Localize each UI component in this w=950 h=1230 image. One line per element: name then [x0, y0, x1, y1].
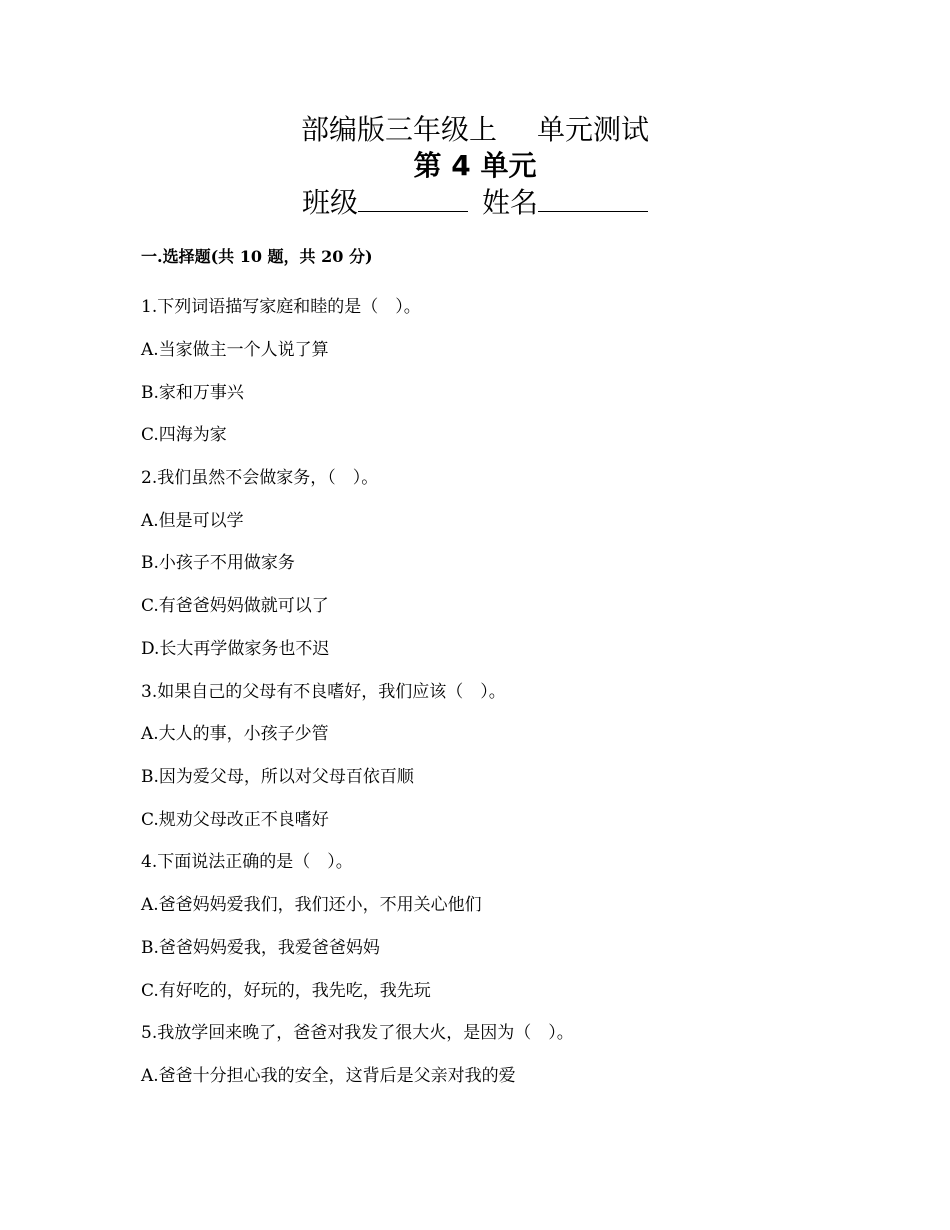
section-heading: 一.选择题(共 10 题，共 20 分)	[141, 247, 373, 266]
option-2d: D.长大再学做家务也不迟	[141, 639, 330, 659]
title-grade: 部编版三年级上	[300, 113, 497, 146]
option-2a: A.但是可以学	[141, 511, 244, 531]
question-4: 4.下面说法正确的是（ ）。	[141, 852, 353, 872]
class-blank	[358, 185, 468, 212]
name-label: 姓名	[482, 186, 539, 219]
option-1b: B.家和万事兴	[141, 383, 244, 403]
student-info	[0, 185, 950, 220]
exam-title	[0, 113, 950, 147]
option-3b: B.因为爱父母，所以对父母百依百顺	[141, 767, 414, 787]
option-4a: A.爸爸妈妈爱我们，我们还小，不用关心他们	[141, 895, 482, 915]
option-2b: B.小孩子不用做家务	[141, 553, 295, 573]
option-1a: A.当家做主一个人说了算	[141, 340, 329, 360]
option-5a: A.爸爸十分担心我的安全，这背后是父亲对我的爱	[141, 1066, 516, 1086]
title-test-type: 单元测试	[537, 113, 650, 146]
question-5: 5.我放学回来晚了，爸爸对我发了很大火，是因为（ ）。	[141, 1023, 574, 1043]
question-1: 1.下列词语描写家庭和睦的是（ ）。	[141, 297, 421, 317]
option-3a: A.大人的事，小孩子少管	[141, 724, 329, 744]
class-label: 班级	[301, 186, 358, 219]
question-2: 2.我们虽然不会做家务，（ ）。	[141, 468, 379, 488]
unit-title: 第 4 单元	[413, 149, 537, 182]
option-4c: C.有好吃的，好玩的，我先吃，我先玩	[141, 981, 431, 1001]
question-3: 3.如果自己的父母有不良嗜好，我们应该（ ）。	[141, 682, 506, 702]
option-4b: B.爸爸妈妈爱我，我爱爸爸妈妈	[141, 938, 380, 958]
option-2c: C.有爸爸妈妈做就可以了	[141, 596, 329, 616]
option-3c: C.规劝父母改正不良嗜好	[141, 810, 329, 830]
name-blank	[538, 185, 648, 212]
option-1c: C.四海为家	[141, 425, 227, 445]
